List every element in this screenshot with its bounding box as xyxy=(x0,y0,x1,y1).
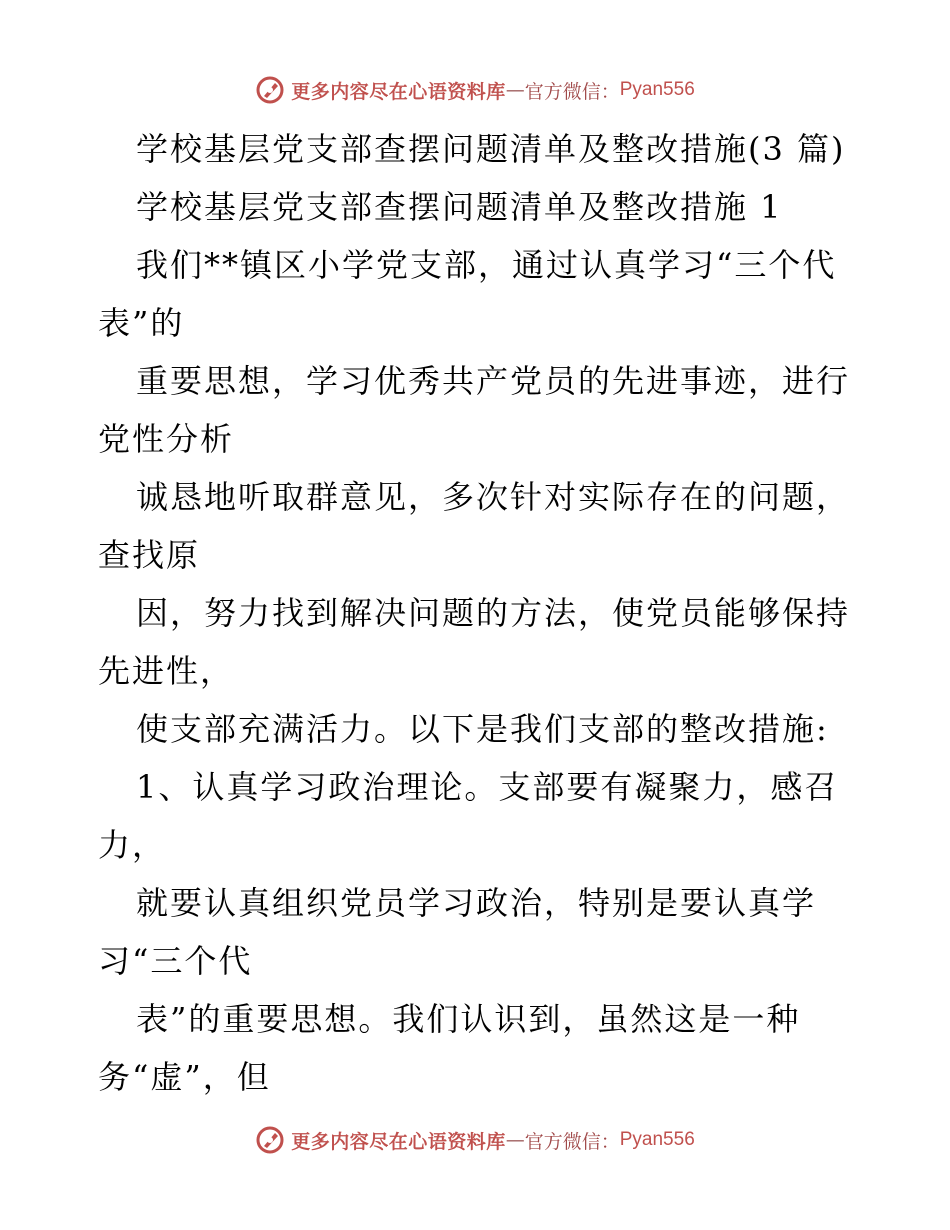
banner-wechat-label: 官方微信： xyxy=(524,80,620,103)
paragraph-line: 先进性， xyxy=(98,652,235,690)
paragraph-line: 使支部充满活力。以下是我们支部的整改措施: xyxy=(136,710,829,748)
paragraph-line: 表”的重要思想。我们认识到，虽然这是一种 xyxy=(136,1000,801,1038)
document-title: 学校基层党支部查摆问题清单及整改措施(3 篇) xyxy=(136,130,846,168)
footer-wechat-label: 官方微信： xyxy=(524,1130,620,1153)
header-banner xyxy=(0,70,950,110)
pen-circle-logo-icon xyxy=(255,75,285,105)
banner-brand-text: 更多内容尽在心语资料库 xyxy=(291,80,506,103)
paragraph-line: 党性分析 xyxy=(98,420,235,458)
paragraph-line: 因，努力找到解决问题的方法，使党员能够保持 xyxy=(136,594,851,632)
paragraph-line: 就要认真组织党员学习政治，特别是要认真学 xyxy=(136,884,817,922)
document-body xyxy=(98,120,858,1106)
banner-separator: — xyxy=(505,79,525,101)
paragraph-line: 我们**镇区小学党支部，通过认真学习“三个代 xyxy=(136,246,837,284)
section-heading: 学校基层党支部查摆问题清单及整改措施 1 xyxy=(136,188,783,226)
banner-wechat-id: Pyan556 xyxy=(619,79,695,100)
footer-banner xyxy=(0,1120,950,1160)
pen-circle-logo-icon xyxy=(255,1125,285,1155)
paragraph-line: 务“虚”，但 xyxy=(98,1058,271,1096)
paragraph-line: 表”的 xyxy=(98,304,185,342)
paragraph-line: 重要思想，学习优秀共产党员的先进事迹，进行 xyxy=(136,362,851,400)
footer-separator: — xyxy=(505,1129,525,1151)
paragraph-line: 力， xyxy=(98,826,167,864)
footer-wechat-id: Pyan556 xyxy=(619,1129,695,1150)
paragraph-line: 诚恳地听取群意见，多次针对实际存在的问题， xyxy=(136,478,851,516)
footer-brand-text: 更多内容尽在心语资料库 xyxy=(291,1130,506,1153)
paragraph-line: 查找原 xyxy=(98,536,201,574)
paragraph-line: 习“三个代 xyxy=(98,942,253,980)
paragraph-line: 1、认真学习政治理论。支部要有凝聚力，感召 xyxy=(136,768,839,806)
